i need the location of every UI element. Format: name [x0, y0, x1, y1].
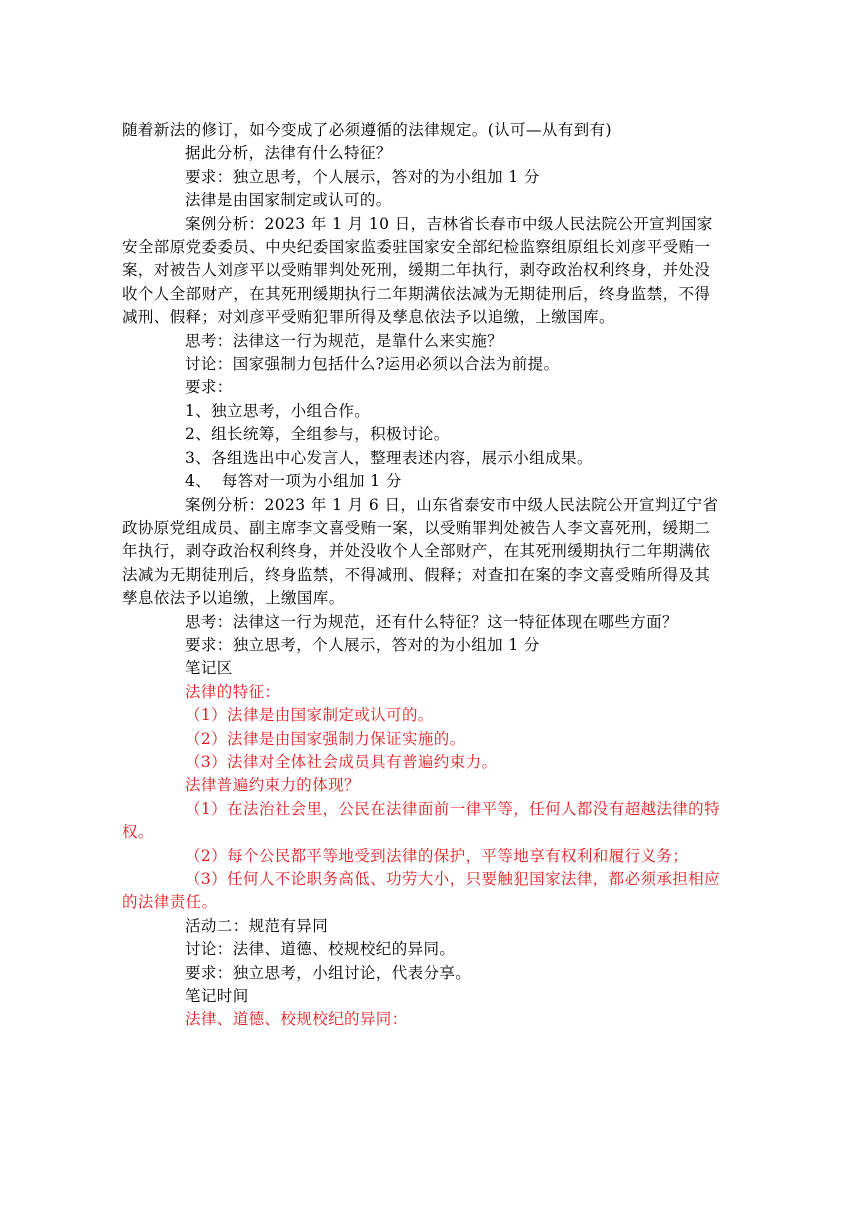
- paragraph-discuss-2: 讨论：法律、道德、校规校纪的异同。: [185, 940, 456, 959]
- paragraph-law-feature-2: （2）法律是由国家强制力保证实施的。: [185, 729, 466, 748]
- paragraph-requirement-3: 要求：独立思考，小组讨论，代表分享。: [185, 963, 472, 982]
- paragraph-think-1: 思考：法律这一行为规范，是靠什么来实施？: [185, 331, 504, 350]
- paragraph-law-feature-3: （3）法律对全体社会成员具有普遍约束力。: [185, 752, 498, 771]
- paragraph-notes-heading: 笔记区: [185, 659, 233, 678]
- paragraph-requirement-item-2: 2、组长统筹，全组参与，积极讨论。: [185, 425, 450, 444]
- paragraph-comparison-heading: 法律、道德、校规校纪的异同：: [185, 1010, 408, 1029]
- paragraph-case-1: 案例分析：2023 年 1 月 10 日，吉林省长春市中级人民法院公开宣判国家安全部原党委委员、中央纪委国家监委驻国家安全部纪检监察组原组长刘彦平受贿一案，对被告人刘彦平以受贿罪判处死刑，缓期二年执行，剥夺政治权利终身，并处没收个人全部财产，在其死刑缓期执行二年期满依法减为无期徒刑后，终身监禁，不得减刑、假释；对刘彦平受贿犯罪所得及孳息依法予以追缴，上缴国库。: [122, 214, 713, 327]
- paragraph-discuss-1: 讨论：国家强制力包括什么?运用必须以合法为前提。: [185, 355, 560, 374]
- paragraph-requirement-item-3: 3、各组选出中心发言人，整理表述内容，展示小组成果。: [185, 448, 593, 467]
- paragraph-law-feature-1: （1）法律是由国家制定或认可的。: [185, 706, 434, 725]
- paragraph-binding-1: （1）在法治社会里，公民在法律面前一律平等，任何人都没有超越法律的特权。: [122, 799, 720, 842]
- paragraph-binding-heading: 法律普遍约束力的体现？: [185, 776, 360, 795]
- paragraph-answer-1: 法律是由国家制定或认可的。: [185, 191, 392, 210]
- paragraph-requirement-item-1: 1、独立思考，小组合作。: [185, 401, 371, 420]
- document-body: [122, 119, 720, 1032]
- paragraph-question-features: 据此分析，法律有什么特征？: [185, 144, 392, 163]
- paragraph-binding-2: （2）每个公民都平等地受到法律的保护，平等地享有权利和履行义务；: [185, 846, 689, 865]
- paragraph-think-2: 思考：法律这一行为规范，还有什么特征？这一特征体现在哪些方面？: [185, 612, 678, 631]
- paragraph-law-features-heading: 法律的特征：: [185, 682, 281, 701]
- paragraph-notes-time: 笔记时间: [185, 987, 249, 1006]
- paragraph-requirement-heading: 要求：: [185, 378, 233, 397]
- paragraph-activity-2: 活动二：规范有异同: [185, 916, 329, 935]
- paragraph-requirement-item-4: 4、 每答对一项为小组加 1 分: [185, 472, 402, 491]
- paragraph-intro: 随着新法的修订，如今变成了必须遵循的法律规定。(认可—从有到有): [122, 121, 612, 139]
- paragraph-binding-3: （3）任何人不论职务高低、功劳大小，只要触犯国家法律，都必须承担相应的法律责任。: [122, 870, 720, 912]
- paragraph-requirement-1: 要求：独立思考，个人展示，答对的为小组加 1 分: [185, 167, 540, 186]
- paragraph-case-2: 案例分析：2023 年 1 月 6 日，山东省泰安市中级人民法院公开宣判辽宁省政协原党组成员、副主席李文喜受贿一案，以受贿罪判处被告人李文喜死刑，缓期二年执行，剥夺政治权利终身，并处没收个人全部财产，在其死刑缓期执行二年期满依法减为无期徒刑后，终身监禁，不得减刑、假释；对查扣在案的李文喜受贿所得及其孳息依法予以追缴，上缴国库。: [122, 495, 719, 608]
- paragraph-requirement-2: 要求：独立思考，个人展示，答对的为小组加 1 分: [185, 635, 540, 654]
